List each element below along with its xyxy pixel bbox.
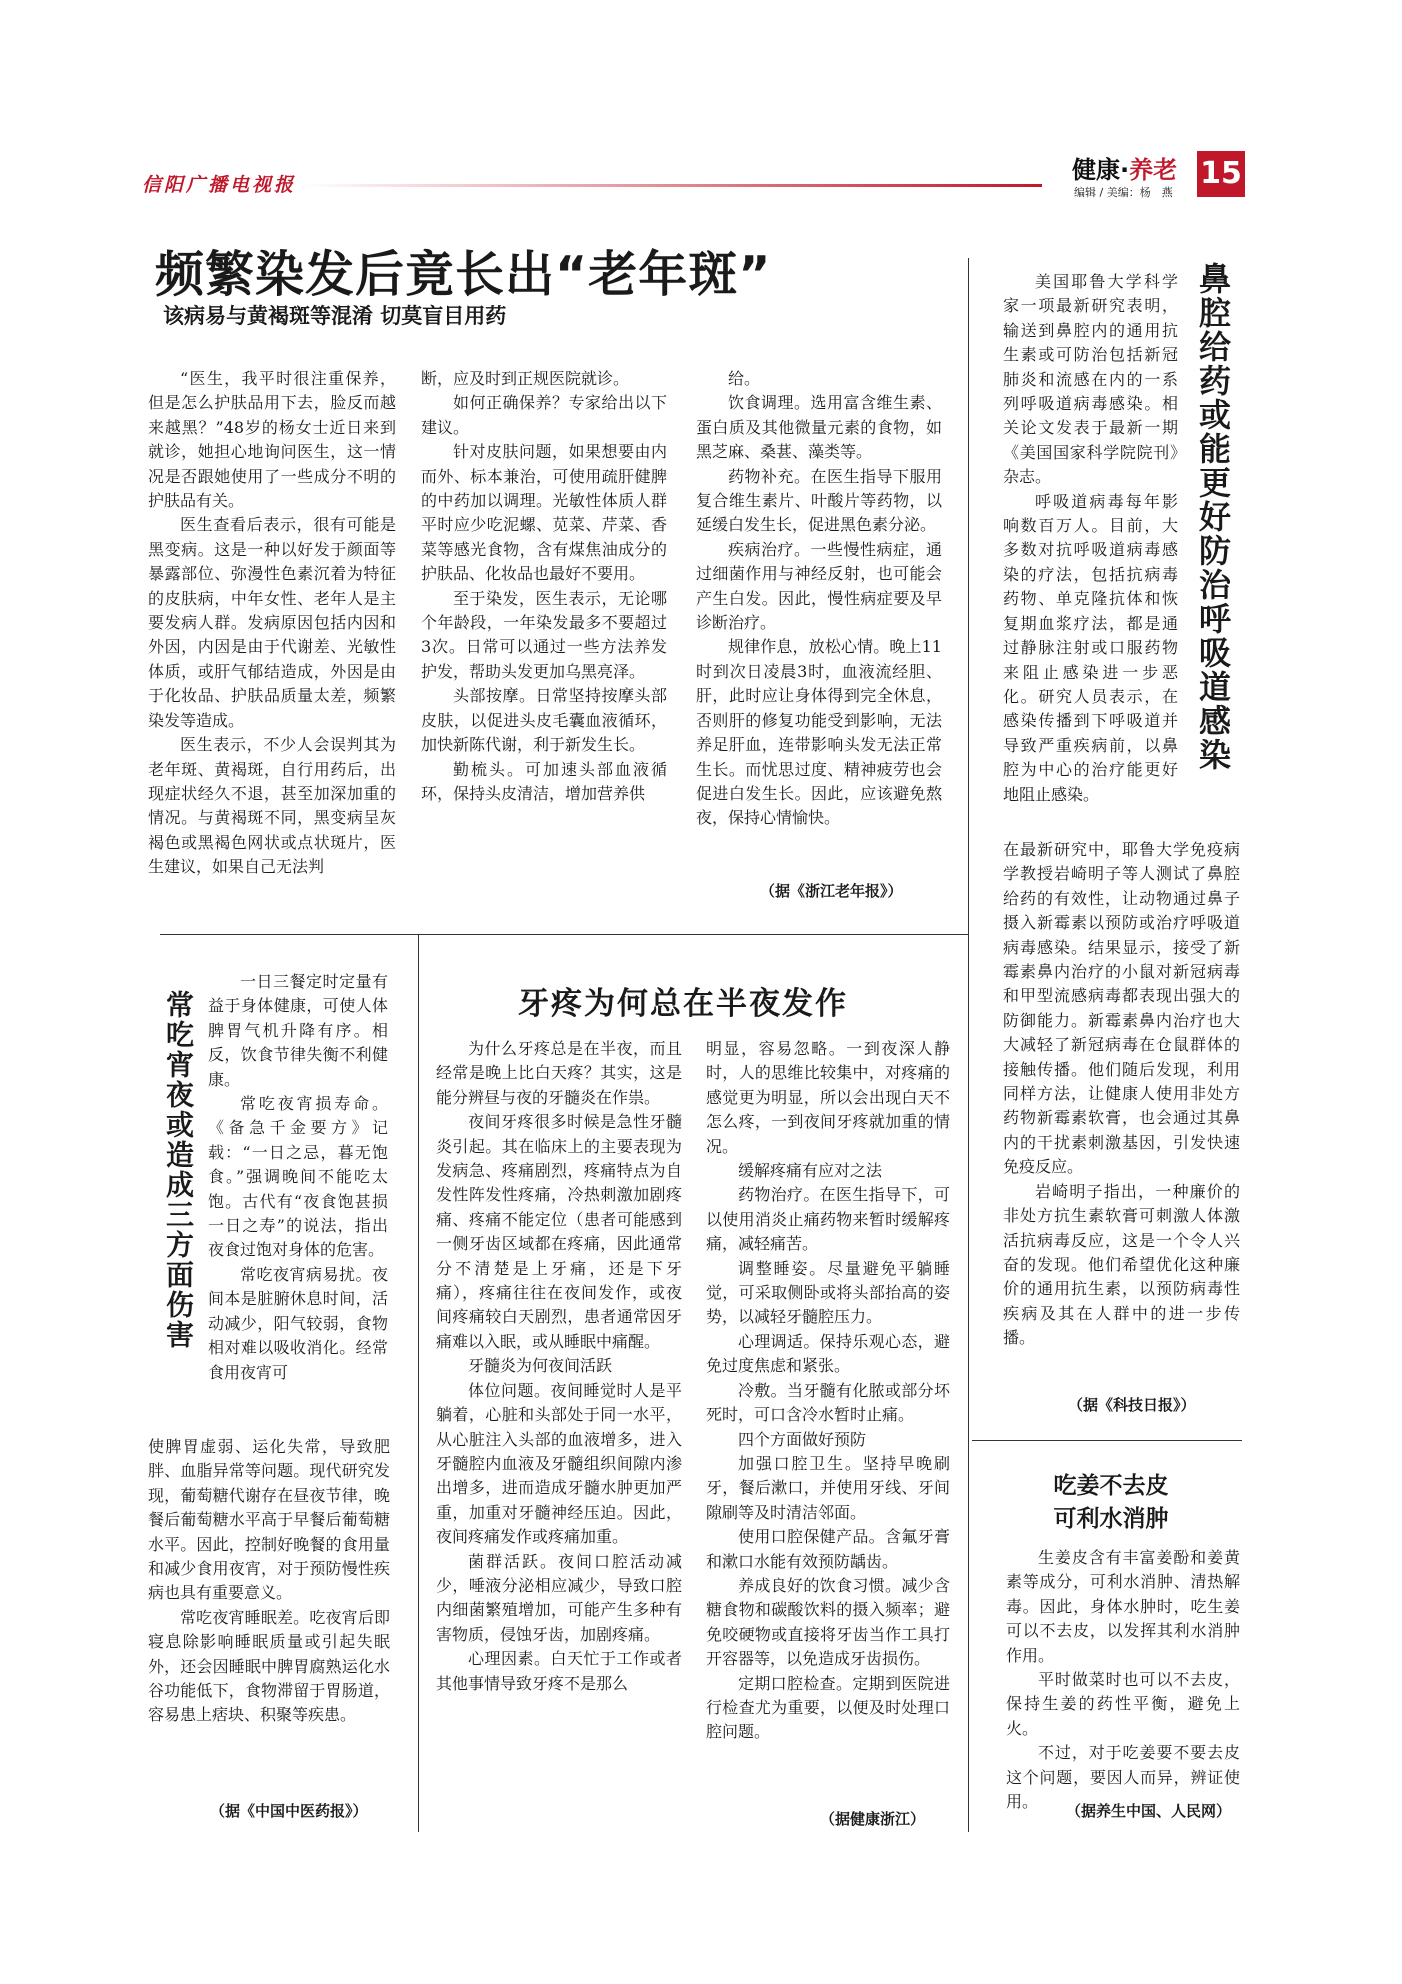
paragraph: 头部按摩。日常坚持按摩头部皮肤，以促进头皮毛囊血液循环，加快新陈代谢，利于新发生长。 bbox=[421, 686, 667, 755]
paragraph: 针对皮肤问题，如果想要由内而外、标本兼治，可使用疏肝健脾的中药加以调理。光敏性体质人群平时应少吃泥螺、苋菜、芹菜、香菜等感光食物，含有煤焦油成分的护肤品、化妆品也最好不要用。 bbox=[421, 442, 667, 584]
paragraph: 美国耶鲁大学科学家一项最新研究表明，输送到鼻腔内的通用抗生素或可防治包括新冠肺炎和流感在内的一系列呼吸道病毒感染。相关论文发表于最新一期《美国国家科学院院刊》杂志。 bbox=[1003, 272, 1178, 487]
section-heading: 牙髓炎为何夜间活跃 bbox=[468, 1356, 613, 1376]
article3-source: （据《中国中医药报》） bbox=[210, 1802, 368, 1820]
paragraph: 饮食调理。选用富含维生素、蛋白质及其他微量元素的食物，如黑芝麻、桑葚、藻类等。 bbox=[696, 393, 942, 462]
article2-title: 鼻腔给药或能更好防治呼吸道感染 bbox=[1194, 262, 1232, 772]
paragraph: 常吃夜宵睡眠差。吃夜宵后即寝息除影响睡眠质量或引起失眠外，还会因睡眠中脾胃腐熟运化水谷功能低下，食物滞留于胃肠道，容易患上痞块、积聚等疾患。 bbox=[148, 1607, 390, 1725]
paragraph: 呼吸道病毒每年影响数百万人。目前，大多数对抗呼吸道病毒感染的疗法，包括抗病毒药物、单克隆抗体和恢复期血浆疗法，都是通过静脉注射或口服药物来阻止感染进一步恶化。研究人员表示，在感染传播到下呼吸道并导致严重疾病前，以鼻腔为中心的治疗能更好地阻止感染。 bbox=[1003, 491, 1178, 804]
article3-column-narrow bbox=[208, 970, 388, 1385]
article1-subtitle: 该病易与黄褐斑等混淆 切莫盲目用药 bbox=[163, 304, 507, 328]
article1-column-3 bbox=[696, 367, 942, 831]
article4-column-2 bbox=[706, 1037, 950, 1745]
paragraph: 规律作息，放松心情。晚上11时到次日凌晨3时，血液流经胆、肝，此时应让身体得到完全休息，否则肝的修复功能受到影响，无法养足肝血，连带影响头发无法正常生长。而忧思过度、精神疲劳也会促进白发生长。因此，应该避免熬夜，保持心情愉快。 bbox=[696, 637, 942, 828]
paragraph: 明显，容易忽略。一到夜深人静时，人的思维比较集中，对疼痛的感觉更为明显，所以会出现白天不怎么疼，一到夜间牙疼就加重的情况。 bbox=[706, 1039, 950, 1156]
paragraph: 在最新研究中，耶鲁大学免疫病学教授岩崎明子等人测试了鼻腔给药的有效性，让动物通过鼻子摄入新霉素以预防或治疗呼吸道病毒感染。结果显示，接受了新霉素鼻内治疗的小鼠对新冠病毒和甲型流感病毒都表现出强大的防御能力。新霉素鼻内治疗也大大减轻了新冠病毒在仓鼠群体的接触传播。他们随后发现，利用同样方法，让健康人使用非处方药物新霉素软膏，也会通过其鼻内的干扰素刺激基因，引发快速免疫反应。 bbox=[1003, 840, 1240, 1177]
article3-title: 常吃宵夜或造成三方面伤害 bbox=[162, 990, 195, 1350]
section-heading: 缓解疼痛有应对之法 bbox=[738, 1161, 883, 1181]
paragraph: 使用口腔保健产品。含氟牙膏和漱口水能有效预防龋齿。 bbox=[706, 1527, 950, 1571]
article1-column-2 bbox=[421, 367, 667, 806]
paragraph: 如何正确保养？专家给出以下建议。 bbox=[421, 393, 667, 437]
article1-column-1 bbox=[148, 367, 396, 880]
paragraph: 药物补充。在医生指导下服用复合维生素片、叶酸片等药物，以延缓白发生长，促进黑色素分泌。 bbox=[696, 466, 942, 535]
paragraph: 疾病治疗。一些慢性病症，通过细菌作用与神经反射，也可能会产生白发。因此，慢性病症要及早诊断治疗。 bbox=[696, 539, 942, 633]
paragraph: 一日三餐定时定量有益于身体健康，可使人体脾胃气机升降有序。相反，饮食节律失衡不利健康。 bbox=[208, 972, 388, 1089]
article1-source: （据《浙江老年报》） bbox=[760, 882, 903, 900]
paragraph: 为什么牙疼总是在半夜，而且经常是晚上比白天疼？其实，这是能分辨昼与夜的牙髓炎在作祟。 bbox=[436, 1039, 682, 1107]
article5-title-line1: 吃姜不去皮 bbox=[1053, 1473, 1169, 1499]
article4-column-1 bbox=[436, 1037, 682, 1696]
paragraph: 夜间牙疼很多时候是急性牙髓炎引起。其在临床上的主要表现为发病急、疼痛剧烈，疼痛特点为自发性阵发性疼痛，冷热刺激加剧疼痛、疼痛不能定位（患者可能感到一侧牙齿区域都在疼痛，因此通常分不清楚是上牙痛，还是下牙痛），疼痛往往在夜间发作，或夜间疼痛较白天剧烈，患者通常因牙痛难以入眠，或从睡眠中痛醒。 bbox=[436, 1112, 682, 1351]
paragraph: 冷敷。当牙髓有化脓或部分坏死时，可口含冷水暂时止痛。 bbox=[706, 1380, 950, 1425]
paragraph: 心理调适。保持乐观心态，避免过度焦虑和紧张。 bbox=[706, 1331, 950, 1376]
page-number: 15 bbox=[1197, 151, 1245, 197]
paragraph: “医生，我平时很注重保养，但是怎么护肤品用下去，脸反而越来越黑？”48岁的杨女士近日来到就诊，她担心地询问医生，这一情况是否跟她使用了一些成分不明的护肤品有关。 bbox=[148, 369, 396, 511]
paragraph: 医生表示，不少人会误判其为老年斑、黄褐斑，自行用药后，出现症状经久不退，甚至加深加重的情况。与黄褐斑不同，黑变病呈灰褐色或黑褐色网状或点状斑片，医生建议，如果自己无法判 bbox=[148, 735, 396, 877]
paragraph: 药物治疗。在医生指导下，可以使用消炎止痛药物来暂时缓解疼痛，减轻痛苦。 bbox=[706, 1185, 950, 1254]
paragraph: 给。 bbox=[728, 369, 761, 388]
lower-left-divider bbox=[418, 934, 419, 1832]
paragraph: 岩崎明子指出，一种廉价的非处方抗生素软膏可刺激人体激活抗病毒反应，这是一个令人兴奋的发现。他们希望优化这种廉价的通用抗生素，以预防病毒性疾病及其在人群中的进一步传播。 bbox=[1003, 1181, 1240, 1348]
paragraph: 使脾胃虚弱、运化失常，导致肥胖、血脂异常等问题。现代研究发现，葡萄糖代谢存在昼夜节律，晚餐后葡萄糖水平高于早餐后葡萄糖水平。因此，控制好晚餐的食用量和减少食用夜宵，对于预防慢性疾病也具有重要意义。 bbox=[148, 1437, 390, 1603]
paragraph: 菌群活跃。夜间口腔活动减少，唾液分泌相应减少，导致口腔内细菌繁殖增加，可能产生多种有害物质，侵蚀牙齿，加剧疼痛。 bbox=[436, 1551, 682, 1644]
article5-body bbox=[1006, 1546, 1240, 1814]
article5-top-rule bbox=[972, 1440, 1242, 1441]
paper-name: 信阳广播电视报 bbox=[142, 174, 297, 196]
article2-column-top bbox=[1003, 270, 1178, 807]
paragraph: 体位问题。夜间睡觉时人是平躺着，心脏和头部处于同一水平，从心脏注入头部的血液增多，进入牙髓腔内血液及牙髓组织间隙内渗出增多，进而造成牙髓水肿更加严重，加重对牙髓神经压迫。因此，夜间疼痛发作或疼痛加重。 bbox=[436, 1380, 682, 1547]
paragraph: 养成良好的饮食习惯。减少含糖食物和碳酸饮料的摄入频率；避免咬硬物或直接将牙齿当作工具打开容器等，以免造成牙齿损伤。 bbox=[706, 1575, 950, 1669]
paragraph: 断，应及时到正规医院就诊。 bbox=[421, 369, 630, 388]
paragraph: 常吃夜宵损寿命。《备急千金要方》记载：“一日之忌，暮无饱食。”强调晚间不能吃太饱。古代有“夜食饱甚损一日之寿”的说法，指出夜食过饱对身体的危害。 bbox=[208, 1094, 388, 1260]
section-title-left: 健康· bbox=[1072, 156, 1130, 184]
paragraph: 常吃夜宵病易扰。夜间本是脏腑休息时间，活动减少，阳气较弱，食物相对难以吸收消化。经常食用夜宵可 bbox=[208, 1264, 388, 1382]
article5-title-line2: 可利水消肿 bbox=[1053, 1506, 1169, 1532]
article1-title: 频繁染发后竟长出“老年斑” bbox=[155, 246, 772, 303]
paragraph: 至于染发，医生表示，无论哪个年龄段，一年染发最多不要超过3次。日常可以通过一些方法养发护发，帮助头发更加乌黑亮泽。 bbox=[421, 588, 667, 681]
section-title-right: 养老 bbox=[1129, 156, 1178, 184]
article4-title: 牙疼为何总在半夜发作 bbox=[518, 986, 848, 1022]
paragraph: 生姜皮含有丰富姜酚和姜黄素等成分，可利水消肿、清热解毒。因此，身体水肿时，吃生姜可以不去皮，以发挥其利水消肿作用。 bbox=[1006, 1548, 1240, 1665]
article3-column-wide bbox=[148, 1435, 390, 1728]
paragraph: 调整睡姿。尽量避免平躺睡觉，可采取侧卧或将头部抬高的姿势，以减轻牙髓腔压力。 bbox=[706, 1258, 950, 1327]
section-title bbox=[1072, 150, 1177, 185]
article5-title bbox=[980, 1470, 1242, 1536]
paragraph: 不过，对于吃姜要不要去皮这个问题，要因人而异，辨证使用。 bbox=[1006, 1743, 1240, 1812]
right-sidebar-divider bbox=[968, 258, 969, 1832]
paragraph: 勤梳头。可加速头部血液循环，保持头皮清洁，增加营养供 bbox=[421, 759, 667, 803]
article2-column-bottom bbox=[1003, 838, 1240, 1351]
paragraph: 心理因素。白天忙于工作或者其他事情导致牙疼不是那么 bbox=[436, 1649, 682, 1693]
header-rule bbox=[300, 184, 1042, 187]
paragraph: 医生查看后表示，很有可能是黑变病。这是一种以好发于颜面等暴露部位、弥漫性色素沉着为特征的皮肤病，中年女性、老年人是主要发病人群。发病原因包括内因和外因，内因是由于代谢差、光敏性体质，或肝气郁结造成，外因是由于化妆品、护肤品质量太差，频繁染发等造成。 bbox=[148, 515, 396, 730]
paragraph: 平时做菜时也可以不去皮，保持生姜的药性平衡，避免上火。 bbox=[1006, 1670, 1240, 1738]
paragraph: 加强口腔卫生。坚持早晚刷牙，餐后漱口，并使用牙线、牙间隙刷等及时清洁邻面。 bbox=[706, 1453, 950, 1522]
editor-credit: 编辑 / 美编：杨 燕 bbox=[1074, 186, 1173, 199]
section-heading: 四个方面做好预防 bbox=[738, 1429, 867, 1449]
article1-bottom-rule bbox=[160, 934, 968, 935]
paragraph: 定期口腔检查。定期到医院进行检查尤为重要，以便及时处理口腔问题。 bbox=[706, 1673, 950, 1742]
article2-source: （据《科技日报》） bbox=[1068, 1396, 1196, 1414]
article5-source: （据养生中国、人民网） bbox=[1066, 1802, 1232, 1820]
article4-source: （据健康浙江） bbox=[820, 1810, 926, 1828]
